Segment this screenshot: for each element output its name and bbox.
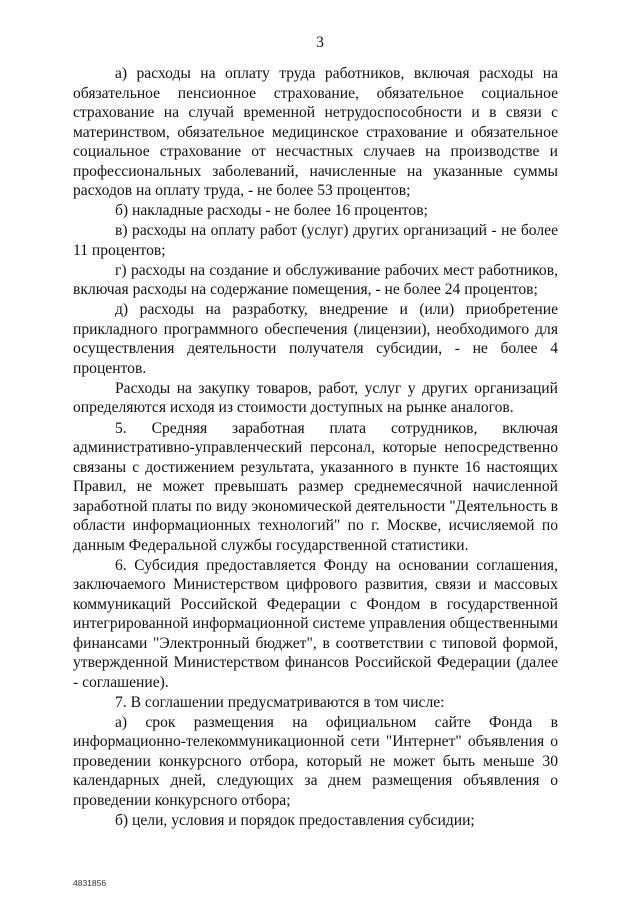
document-body [73,64,558,831]
paragraph-d-software: д) расходы на разработку, внедрение и (или) приобретение прикладного программного обеспечения (лицензии), необходимого для осуществления деятельности получателя субсидии, - не более 4 процентов. [73,301,558,377]
paragraph-5-salary: 5. Средняя заработная плата сотрудников, включая административно-управленческий персонал, которые непосредственно связаны с достижением результата, указанного в пункте 16 настоящих Правил, не может превышать размер среднемесячной начисленной заработной платы по виду экономической деятельности "Деятельность в области информационных технологий" по г. Москве, исчисляемой по данным Федеральной службы государственной статистики. [73,419,558,554]
document-id: 4831856 [73,878,107,888]
paragraph-7-agreement: 7. В соглашении предусматриваются в том числе: [115,693,445,711]
paragraph-6-subsidy: 6. Субсидия предоставляется Фонду на основании соглашения, заключаемого Министерством цифрового развития, связи и массовых коммуникаций Российской Федерации с Фондом в государственной интегрированной информационной системе управления общественными финансами "Электронный бюджет", в соответствии с типовой формой, утвержденной Министерством финансов Российской Федерации (далее - соглашение). [73,556,558,691]
paragraph-g-workplaces: г) расходы на создание и обслуживание рабочих мест работников, включая расходы на содержание помещения, - не более 24 процентов; [73,261,558,299]
paragraph-v-other-services: в) расходы на оплату работ (услуг) других организаций - не более 11 процентов; [73,222,558,259]
page-number: 3 [316,34,324,51]
paragraph-b-overhead: б) накладные расходы - не более 16 процентов; [115,202,428,220]
paragraph-a-labor-costs: а) расходы на оплату труда работников, включая расходы на обязательное пенсионное страхование, обязательное социальное страхование на случай временной нетрудоспособности и в связи с материнством, обязательное медицинское страхование и обязательное социальное страхование от несчастных случаев на производстве и профессиональных заболеваний, начисленные на указанные суммы расходов на оплату труда, - не более 53 процентов; [73,65,558,199]
paragraph-7b-goals: б) цели, условия и порядок предоставления субсидии; [115,811,475,829]
paragraph-7a-deadline: а) срок размещения на официальном сайте Фонда в информационно-телекоммуникационной сети "Интернет" объявления о проведении конкурсного отбора, который не может быть меньше 30 календарных дней, следующих за днем размещения объявления о проведении конкурсного отбора; [73,713,558,809]
paragraph-procurement: Расходы на закупку товаров, работ, услуг у других организаций определяются исходя из стоимости доступных на рынке аналогов. [73,379,558,417]
